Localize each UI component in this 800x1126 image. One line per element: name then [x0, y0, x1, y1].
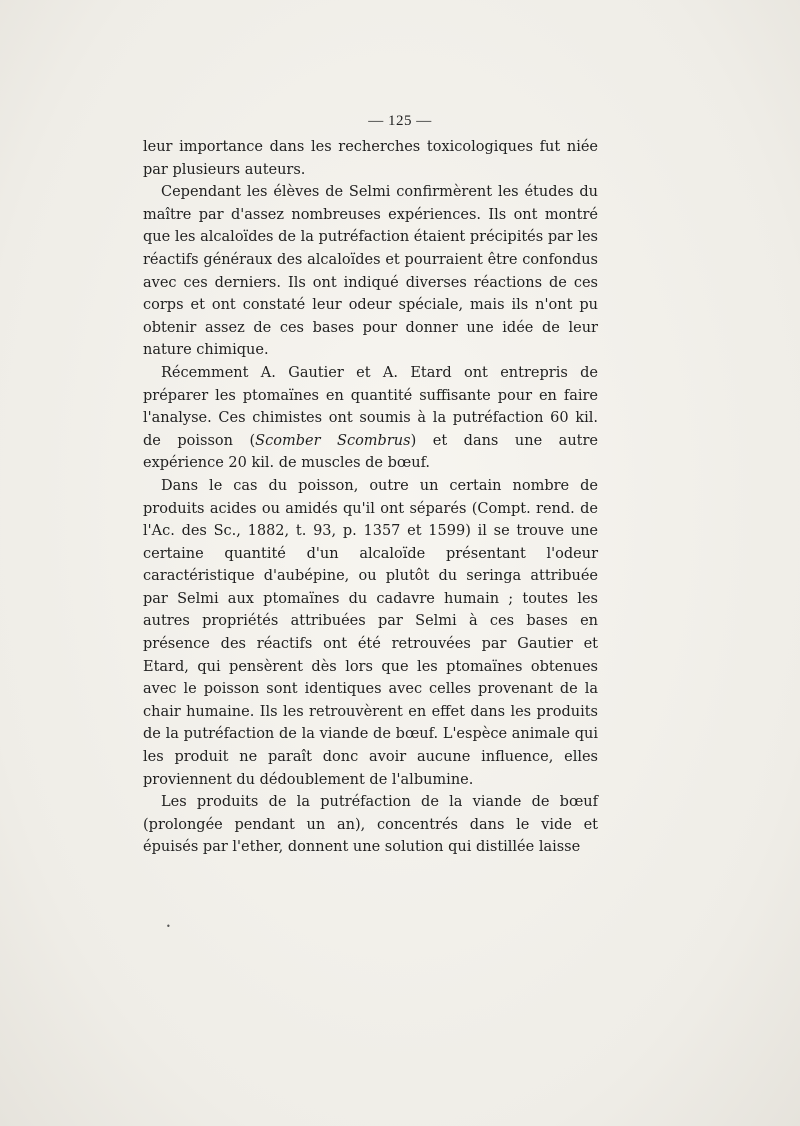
ink-mark: •	[166, 922, 171, 931]
paragraph-5: Les produits de la putréfaction de la viande de bœuf (prolongée pendant un an), concentrés dans le vide et épuisés par l'ether, donnent une solution qui distillée laisse	[143, 794, 598, 856]
paragraph-3	[143, 362, 598, 475]
body-text	[143, 136, 598, 859]
paragraph-3-text-before: Récemment A. Gautier et A. Etard ont entrepris de préparer les ptomaïnes en quantité suffisante pour en faire l'analyse. Ces chimistes ont soumis à la putréfaction 60 kil. de poisson (	[143, 364, 598, 449]
paragraph-2: Cependant les élèves de Selmi confirmèrent les études du maître par d'assez nombreuses expériences. Ils ont montré que les alcaloïdes de la putréfaction étaient précipités par les réactifs généraux des alcaloïdes et pourraient être confondus avec ces derniers. Ils ont indiqué diverses réactions de ces corps et ont constaté leur odeur spéciale, mais ils n'ont pu obtenir assez de ces bases pour donner une idée de leur nature chimique.	[143, 184, 598, 359]
page-number: — 125 —	[368, 113, 432, 129]
paragraph-3-text-after: ) et dans une autre expérience 20 kil. de muscles de bœuf.	[143, 432, 599, 472]
paragraph-4: Dans le cas du poisson, outre un certain nombre de produits acides ou amidés qu'il ont séparés (Compt. rend. de l'Ac. des Sc., 1882, t. 93, p. 1357 et 1599) il se trouve une certaine quantité d'un alcaloïde présentant l'odeur caractéristique d'aubépine, ou plutôt du seringa attribuée par Selmi aux ptomaïnes du cadavre humain ; toutes les autres propriétés attribuées par Selmi à ces bases en présence des réactifs ont été retrouvées par Gautier et Etard, qui pensèrent dès lors que les ptomaïnes obtenues avec le poisson sont identiques avec celles provenant de la chair humaine. Ils les retrouvèrent en effet dans les produits de la putréfaction de la viande de bœuf. L'espèce animale qui les produit ne paraît donc avoir aucune influence, elles proviennent du dédoublement de l'albumine.	[143, 477, 598, 788]
species-name-italic: Scomber Scombrus	[255, 432, 411, 449]
paragraph-1: leur importance dans les recherches toxicologiques fut niée par plusieurs auteurs.	[143, 139, 598, 178]
